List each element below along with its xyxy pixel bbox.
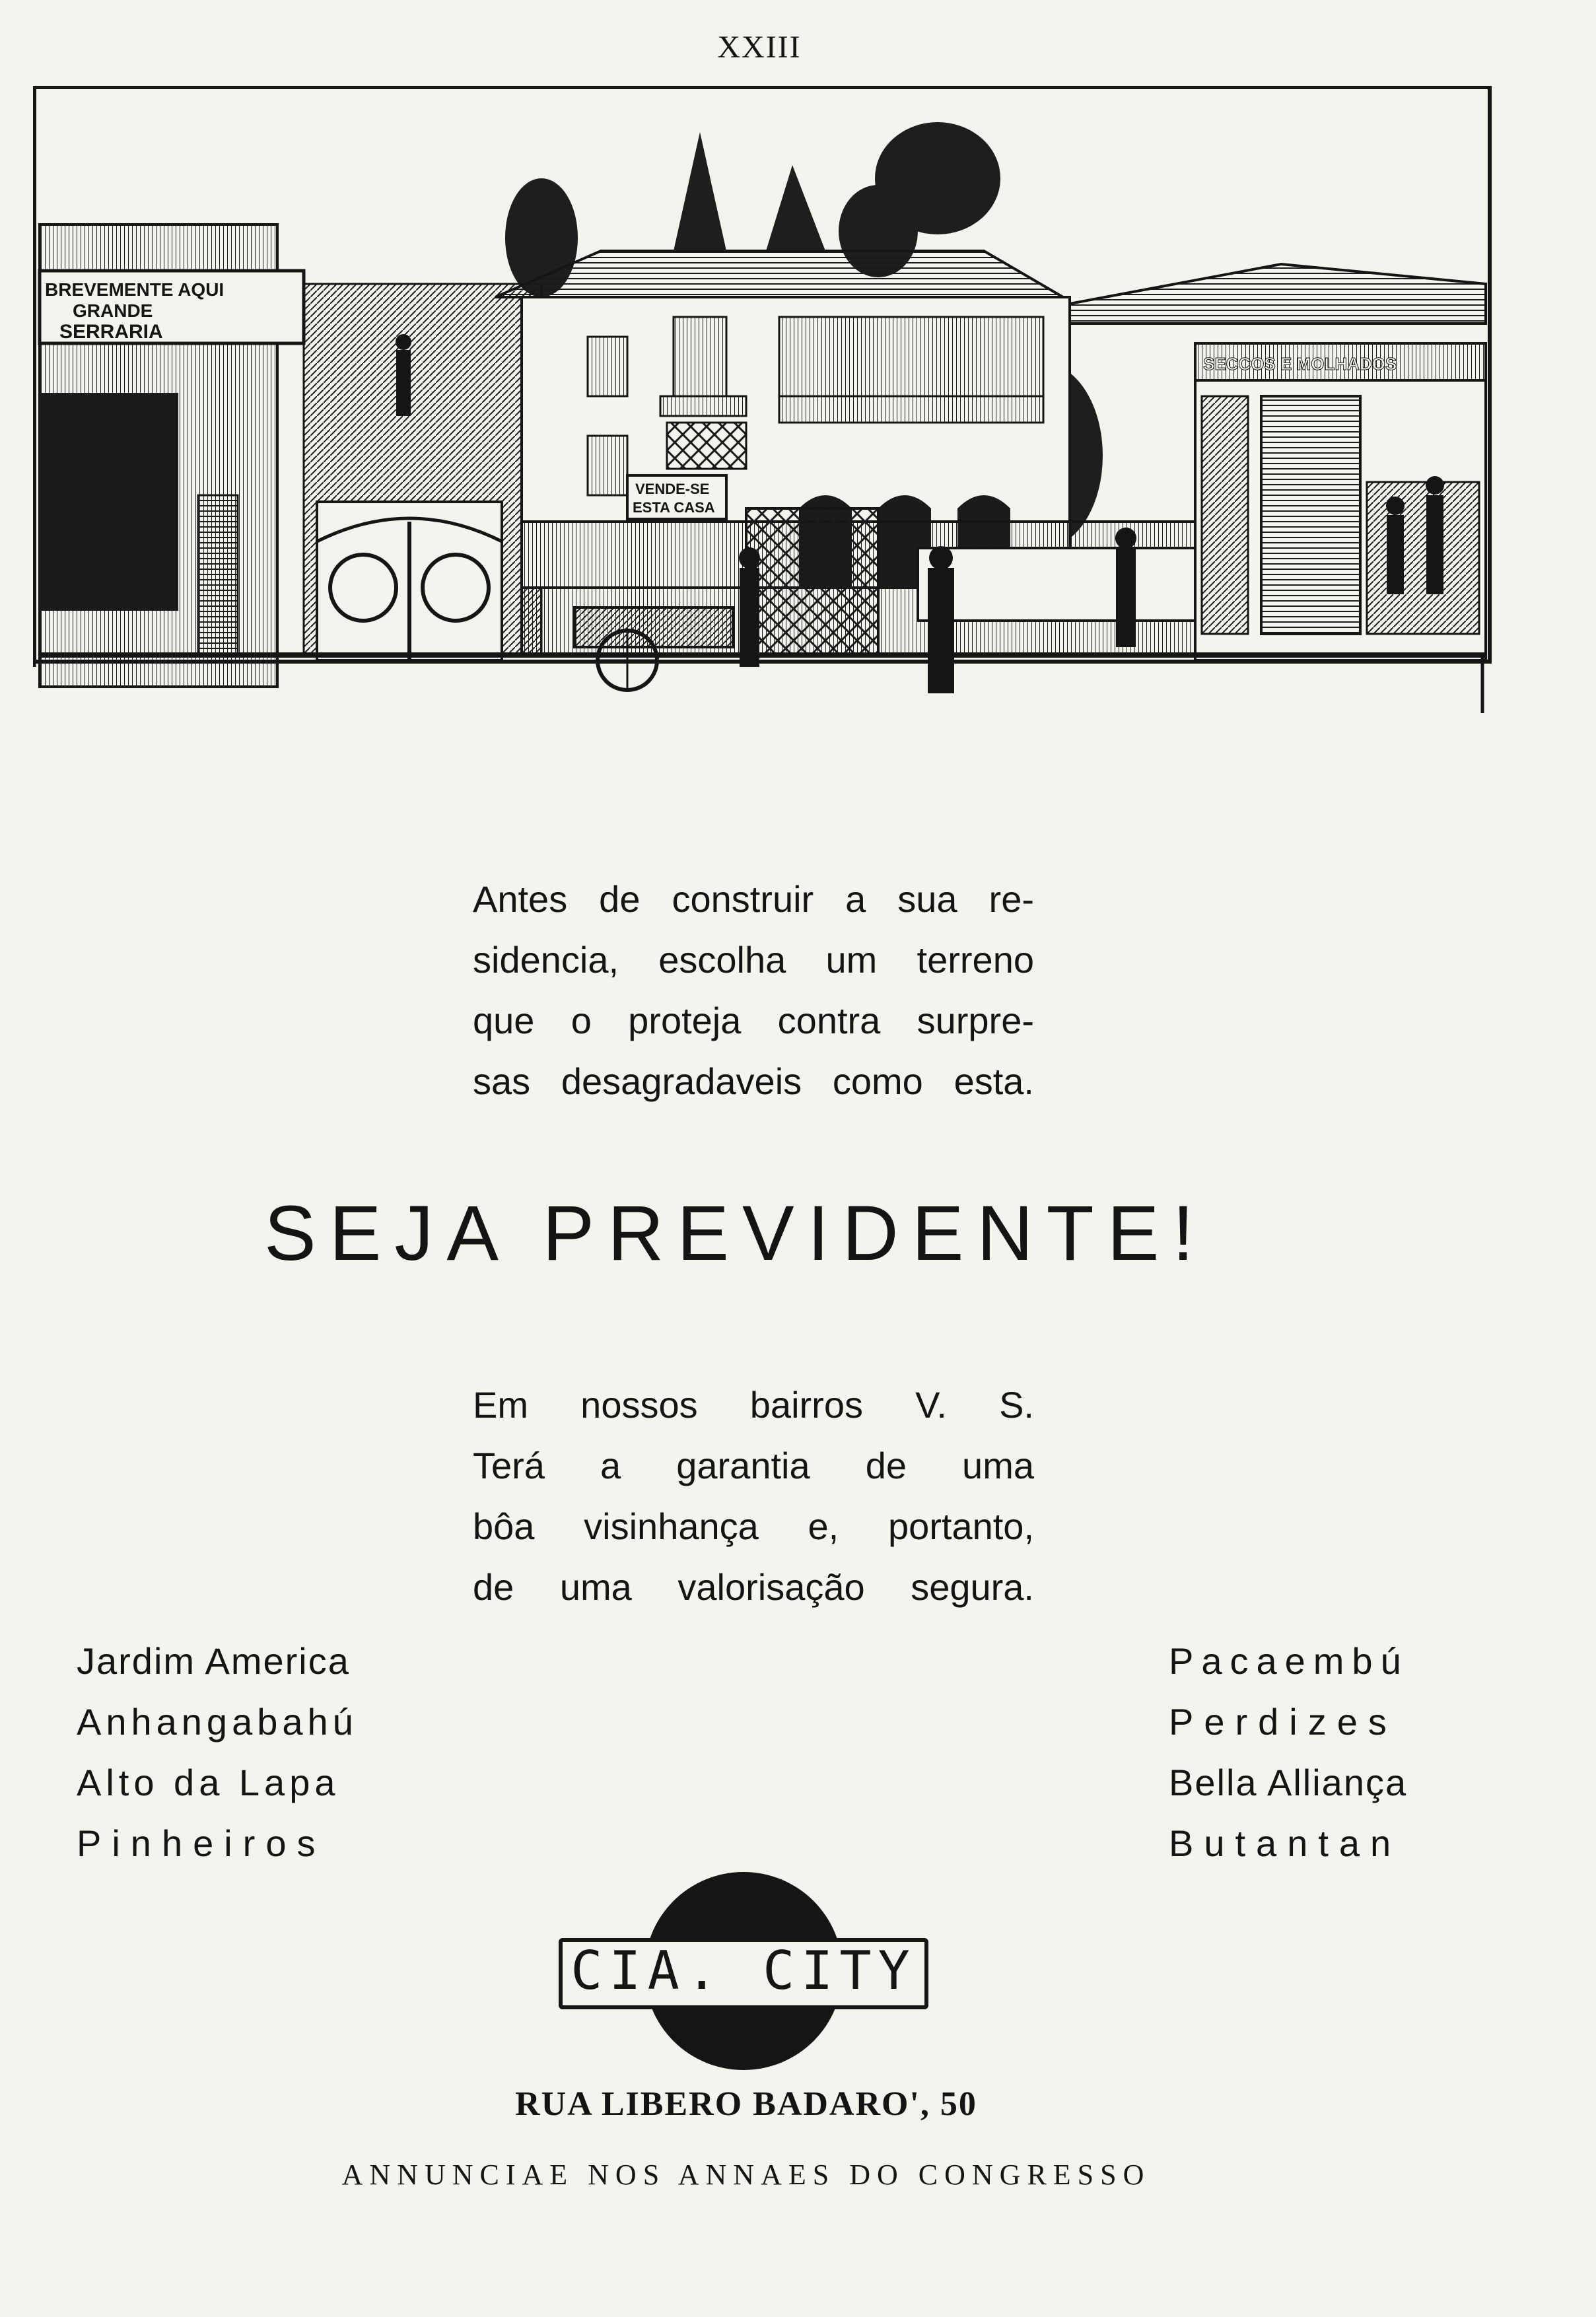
page-number: XXIII bbox=[717, 30, 802, 65]
intro-paragraph bbox=[473, 869, 1034, 1112]
guarantee-line-3: bôa visinhança e, portanto, bbox=[473, 1505, 1034, 1547]
sawmill-sign-line-3: SERRARIA bbox=[59, 321, 163, 343]
sawmill-sign-line-1: BREVEMENTE AQUI bbox=[45, 279, 225, 300]
district-item: Bella Alliança bbox=[1169, 1762, 1408, 1803]
footer-slogan: ANNUNCIAE NOS ANNAES DO CONGRESSO bbox=[341, 2159, 1151, 2191]
sawmill-sign-line-2: GRANDE bbox=[73, 300, 153, 321]
headline: SEJA PREVIDENTE! bbox=[264, 1190, 1208, 1277]
districts-right-list bbox=[1169, 1631, 1409, 1874]
intro-line-2: sidencia, escolha um terreno bbox=[473, 939, 1034, 981]
garden-wall bbox=[304, 284, 541, 660]
guarantee-line-1: Em nossos bairros V. S. bbox=[473, 1384, 1034, 1426]
district-item: Butantan bbox=[1169, 1822, 1402, 1864]
guarantee-paragraph bbox=[473, 1375, 1034, 1618]
shop-sign: SECCOS E MOLHADOS bbox=[1203, 354, 1397, 374]
for-sale-sign-line-2: ESTA CASA bbox=[633, 499, 715, 516]
for-sale-sign-line-1: VENDE-SE bbox=[635, 481, 710, 497]
districts-left-list bbox=[77, 1631, 358, 1874]
district-item: Pinheiros bbox=[77, 1822, 326, 1864]
cia-city-logo bbox=[559, 1872, 928, 2070]
district-item: Jardim America bbox=[77, 1640, 350, 1682]
district-item: Anhangabahú bbox=[77, 1701, 358, 1743]
guarantee-line-4: de uma valorisação segura. bbox=[473, 1566, 1034, 1608]
district-item: Alto da Lapa bbox=[77, 1762, 340, 1803]
intro-line-3: que o proteja contra surpre- bbox=[473, 1000, 1034, 1041]
logo-text: CIA. CITY bbox=[571, 1940, 917, 2001]
guarantee-line-2: Terá a garantia de uma bbox=[473, 1445, 1034, 1486]
district-item: Perdizes bbox=[1169, 1701, 1397, 1743]
intro-line-1: Antes de construir a sua re- bbox=[473, 878, 1034, 920]
district-item: Pacaembú bbox=[1169, 1640, 1409, 1682]
intro-line-4: sas desagradaveis como esta. bbox=[473, 1060, 1034, 1102]
address: RUA LIBERO BADARO', 50 bbox=[515, 2085, 977, 2123]
street-scene-illustration bbox=[33, 86, 1492, 713]
